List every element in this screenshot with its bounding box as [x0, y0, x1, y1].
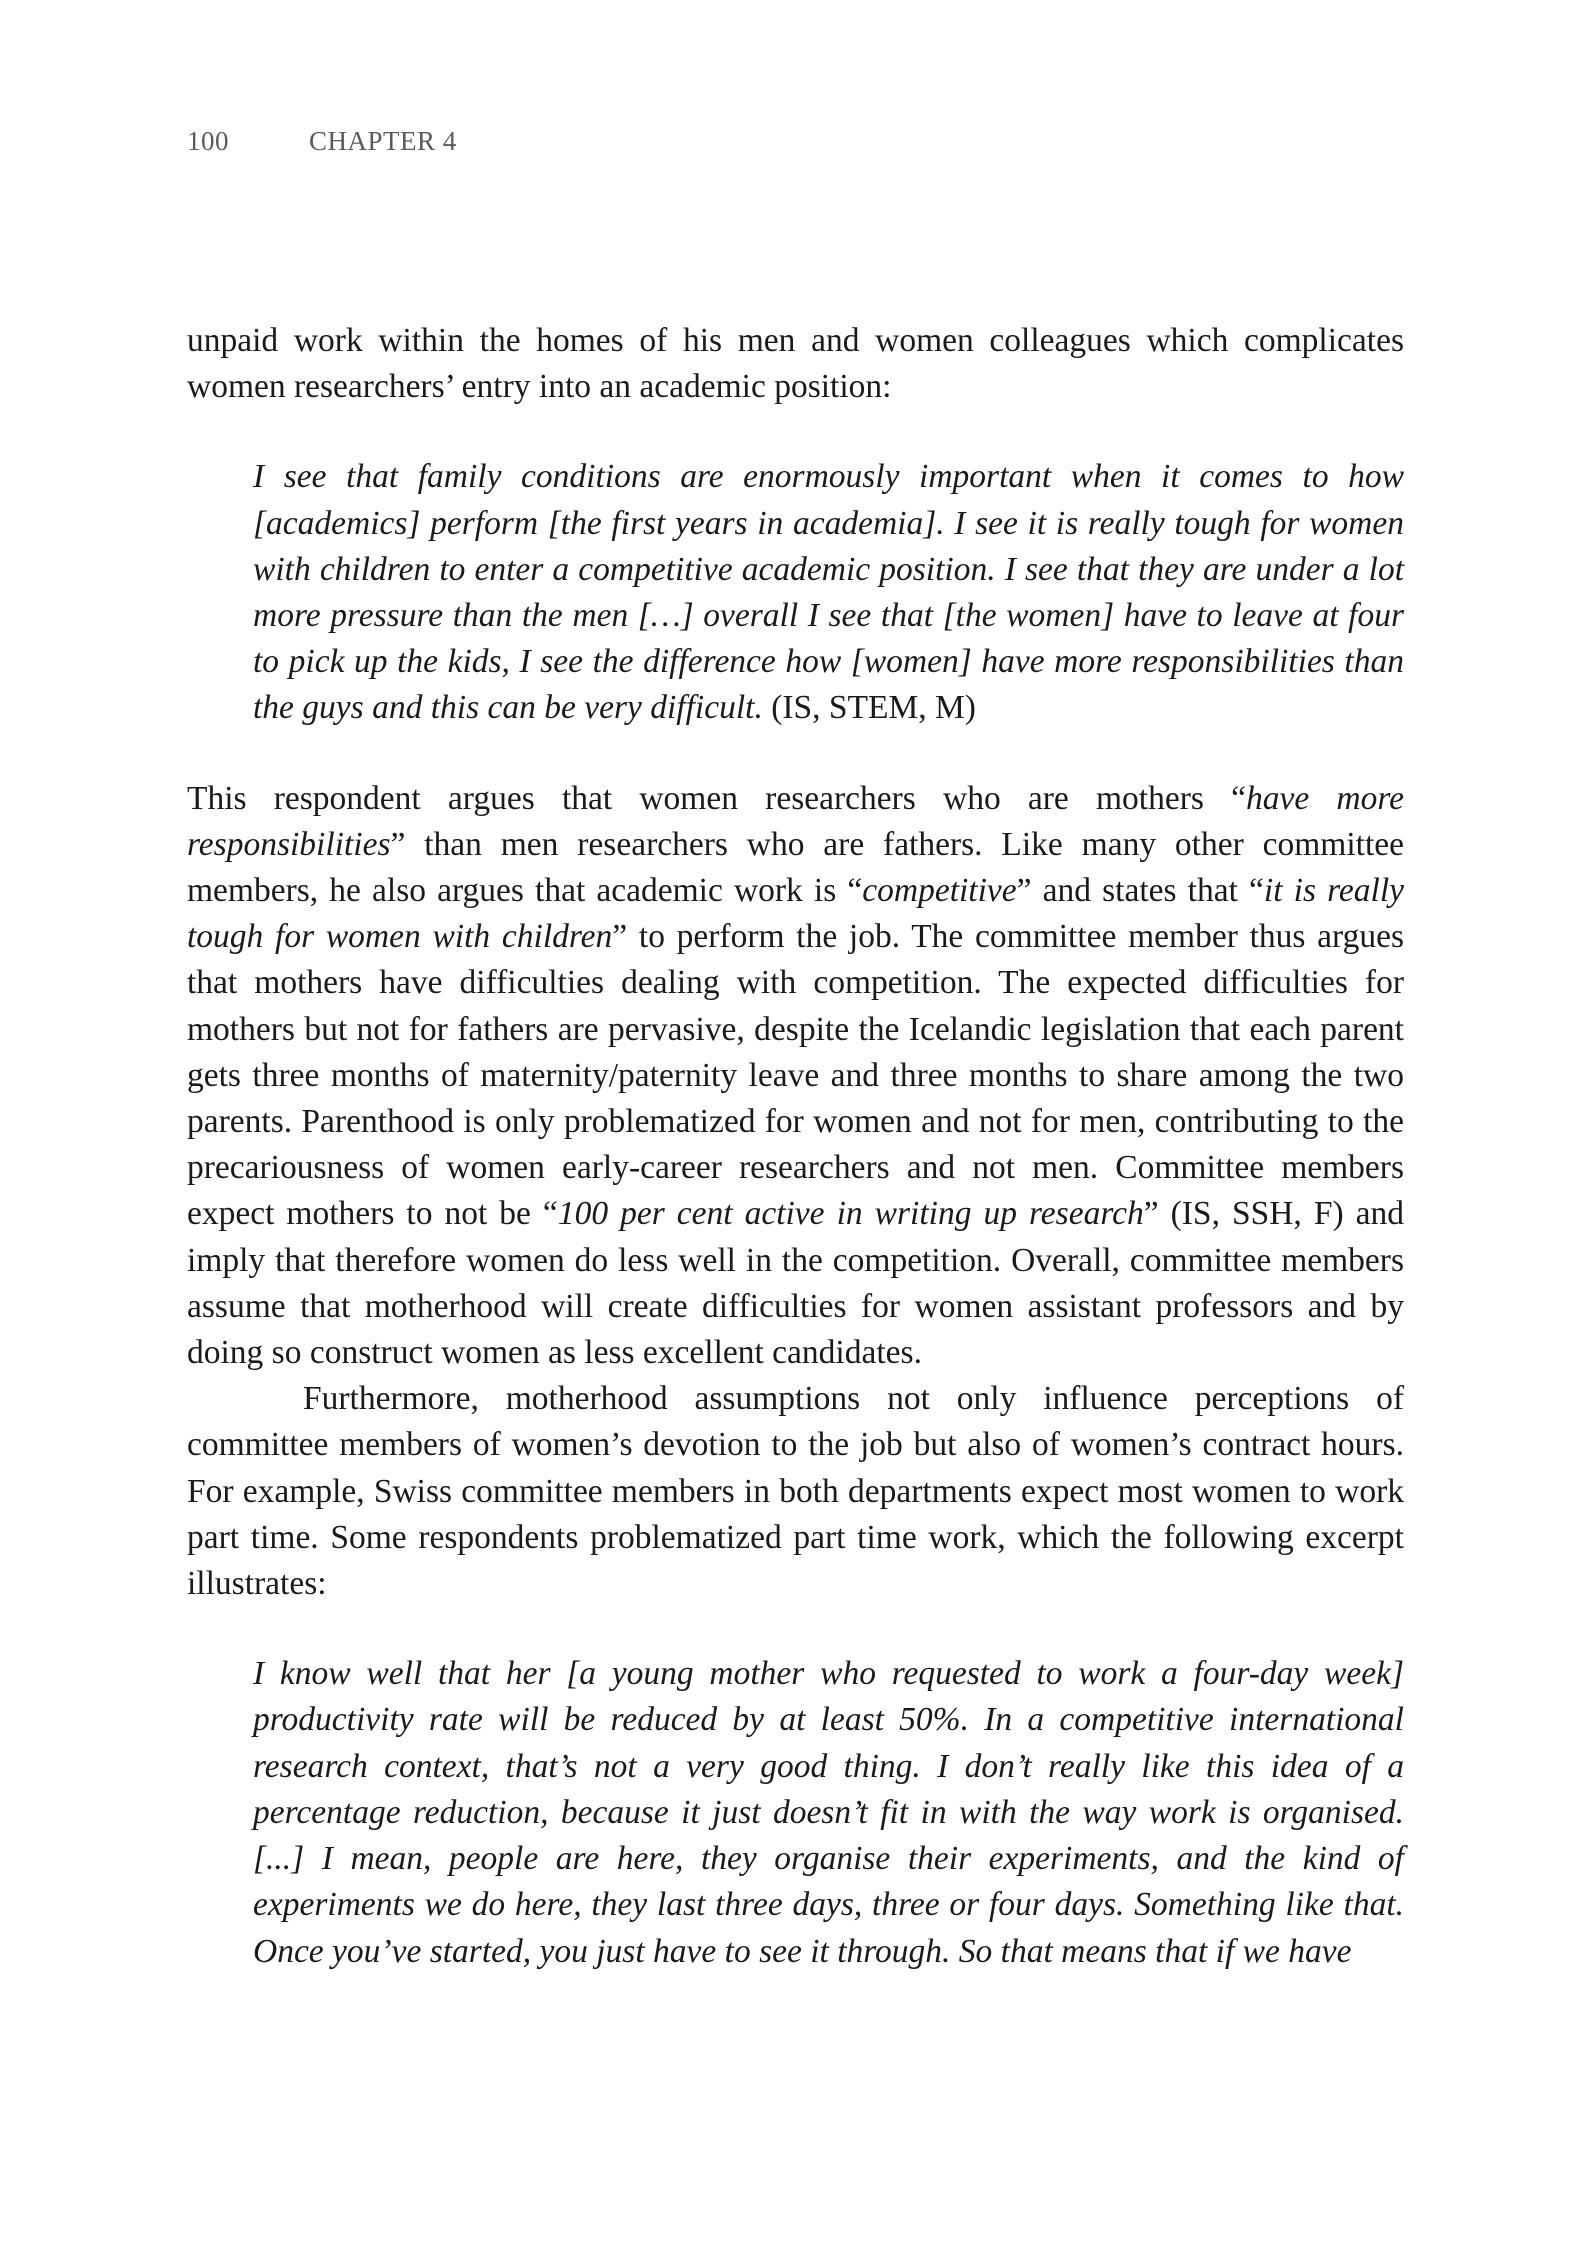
- body-text: [187, 318, 1404, 2019]
- quote-2-text: I know well that her [a young mother who requested to work a four-day week] productivity rate will be reduced by at least 50%. In a competitive international research context, that’s not a very good thing. I don’t really like this idea of a percentage reduction, because it just doesn’t fit in with the way work is organised. [...] I mean, people are here, they organise their experiments, and the kind of experiments we do here, they last three days, three or four days. Something like that. Once you’ve started, you just have to see it through. So that means that if we have: [253, 1655, 1404, 1970]
- p2-segment: This respondent argues that women researchers who are mothers “: [187, 779, 1246, 817]
- p2-italic-quote: have more responsibilities: [187, 779, 1405, 863]
- block-quote-2: [253, 1651, 1404, 1974]
- paragraph-1: unpaid work within the homes of his men and women colleagues which complicates women researchers’ entry into an academic position:: [187, 322, 1404, 406]
- p2-italic-quote: competitive: [862, 872, 1017, 910]
- quote-1-reference: (IS, STEM, M): [762, 689, 976, 727]
- p2-italic-quote: it is really tough for women with children: [187, 872, 1404, 956]
- p2-segment: ” (IS, SSH, F) and imply that therefore women do less well in the competition. Overall, committee members assume that motherhood will create difficulties for women assistant professors and by doing so construct women as less excellent candidates.: [187, 1195, 1404, 1372]
- p2-italic-quote: 100 per cent active in writing up research: [557, 1195, 1144, 1233]
- p2-segment: ” and states that “: [1016, 872, 1264, 910]
- quote-1-text: I see that family conditions are enormously important when it comes to how [academics] perform [the first years in academia]. I see it is really tough for women with children to enter a competitive academic position. I see that they are under a lot more pressure than the men […] overall I see that [the women] have to leave at four to pick up the kids, I see the difference how [women] have more responsibilities than the guys and this can be very difficult.: [253, 458, 1404, 727]
- running-head: [187, 126, 457, 157]
- p2-segment: ” to perform the job. The committee member thus argues that mothers have difficulties dealing with competition. The expected difficulties for mothers but not for fathers are pervasive, despite the Icelandic legislation that each parent gets three months of maternity/paternity leave and three months to share among the two parents. Parenthood is only problematized for women and not for men, contributing to the precariousness of women early-career researchers and not men. Committee members expect mothers to not be “: [187, 918, 1404, 1233]
- block-quote-1: [253, 454, 1404, 731]
- p2-segment: ” than men researchers who are fathers. Like many other committee members, he also argues that academic work is “: [187, 825, 1404, 910]
- paragraph-3: Furthermore, motherhood assumptions not only influence perceptions of committee members of women’s devotion to the job but also of women’s contract hours. For example, Swiss committee members in both departments expect most women to work part time. Some respondents problematized part time work, which the following excerpt illustrates:: [187, 1380, 1404, 1603]
- page-number: 100: [187, 126, 229, 156]
- chapter-title: CHAPTER 4: [309, 126, 457, 156]
- paragraph-2: [187, 776, 1404, 1377]
